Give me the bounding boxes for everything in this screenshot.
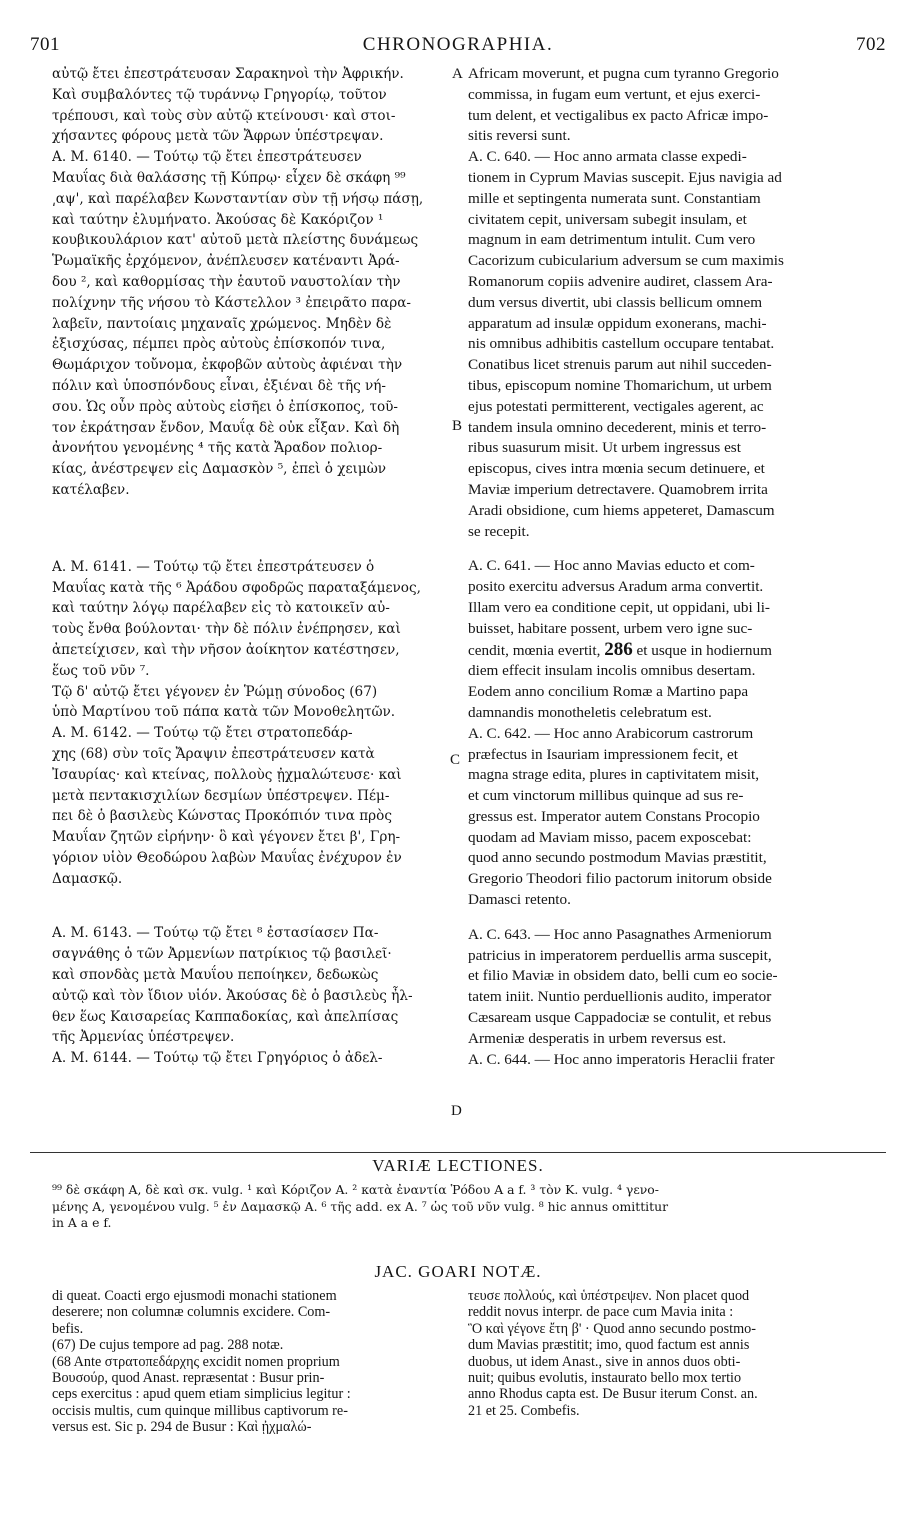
latin-line: præfectus in Isauriam impressionem fecit, et: [468, 745, 738, 763]
greek-line: Ἰσαυρίας· καὶ κτείνας, πολλοὺς ᾐχμαλώτευσε· καὶ: [52, 766, 402, 783]
latin-line: mille et septingenta numerata sunt. Constantiam: [468, 189, 761, 207]
page-number-right: 702: [856, 34, 886, 55]
latin-line: nis omnibus adhibitis castellum occupare tentabat.: [468, 335, 775, 353]
note-line: di queat. Coacti ergo ejusmodi monachi stationem: [52, 1288, 337, 1304]
latin-block-1: [468, 64, 880, 147]
note-line: Ὃ καὶ γέγονε ἔτη β' · Quod anno secundo postmo-: [468, 1320, 756, 1337]
latin-line: A. C. 643. — Hoc anno Pasagnathes Armeniorum: [468, 925, 772, 943]
greek-line: τοὺς ἔνθα βούλονται· τὴν δὲ πόλιν ἐνέπρησεν, καὶ: [52, 621, 401, 638]
greek-line: πόλιν καὶ ὑποσπόνδους εἶναι, ἐξιέναι δὲ τῆς νή-: [52, 377, 387, 394]
greek-line: τρέπουσι, καὶ τοὺς σὺν αὐτῷ κτείνουσι· καὶ στοι-: [52, 107, 396, 124]
latin-line: tum delent, et vectigalibus ex pacto Africæ impo-: [468, 106, 769, 124]
latin-line: Gregorio Theodori filio pactorum initorum obside: [468, 870, 772, 888]
greek-line: αὐτῷ ἔτει ἐπεστράτευσαν Σαρακηνοὶ τὴν Ἀφρικήν.: [52, 66, 404, 82]
latin-block-ac-641-642: [468, 556, 880, 911]
latin-line: ribus suasurum misit. Ut urbem ingressus est: [468, 439, 741, 457]
latin-line: ejus potestati permitterent, vectigales agerent, ac: [468, 397, 764, 415]
latin-line: sitis reversi sunt.: [468, 127, 571, 145]
greek-line: ἀνονήτου γενομένης ⁴ τῆς κατὰ Ἄραδον πολιορ-: [52, 440, 383, 457]
greek-line: A. M. 6142. — Τούτῳ τῷ ἔτει στρατοπεδάρ-: [52, 725, 353, 742]
latin-text: et usque in hodiernum: [636, 641, 772, 659]
latin-line: civitatem cepit, universam subegit insulam, et: [468, 210, 747, 228]
latin-line: commissa, in fugam eum vertunt, et ejus exerci-: [468, 85, 761, 103]
variant-reading-line: ⁹⁹ δὲ σκάφη A, δὲ καὶ σκ. vulg. ¹ καὶ Κόριζον A. ² κατὰ ἐναντία Ῥόδου A a f. ³ τὸν K. vulg. ⁴ γενο-: [52, 1182, 659, 1197]
latin-line: A. C. 644. — Hoc anno imperatoris Heraclii frater: [468, 1050, 775, 1068]
latin-line: se recepit.: [468, 522, 530, 540]
greek-line: ὑπὸ Μαρτίνου τοῦ πάπα κατὰ τῶν Μονοθελητῶν.: [52, 704, 396, 721]
note-line: occisis multis, cum quinque millibus captivorum re-: [52, 1402, 348, 1419]
note-line: dum Mavias præstitit; imo, quod factum est annis: [468, 1337, 750, 1354]
greek-line: ͵αψ', καὶ παρέλαβεν Κωνσταντίαν σὺν τῇ νήσῳ πάσῃ,: [52, 190, 424, 207]
latin-line: A. C. 640. — Hoc anno armata classe expedi-: [468, 148, 747, 166]
latin-line: tibus, episcopum nomine Thomarichum, ut urbem: [468, 376, 772, 394]
latin-line: Eodem anno concilium Romæ a Martino papa: [468, 683, 749, 701]
running-title: CHRONOGRAPHIA.: [362, 34, 554, 55]
latin-line-with-page-marker: [468, 640, 880, 662]
greek-line: Μαυΐας κατὰ τῆς ⁶ Ἀράδου σφοδρῶς παραταξάμενος,: [52, 579, 421, 596]
latin-line: Maviæ imperium detrectavere. Quamobrem irrita: [468, 480, 768, 498]
greek-line: καὶ σπονδὰς μετὰ Μαυΐου πεποίηκεν, δεδωκὼς: [52, 967, 379, 984]
variant-reading-line: in A a e f.: [52, 1215, 112, 1230]
greek-line: Ῥωμαϊκῆς ἐρχόμενον, ἀνέπλευσεν κατέναντι Ἀρά-: [52, 253, 400, 270]
latin-line: Romanorum copiis advenire audiret, classem Ara-: [468, 272, 773, 290]
greek-line: Θωμάριχον τοὔνομα, ἐκφοβῶν αὐτοὺς ἀφιέναι τὴν: [52, 357, 403, 374]
notes-right-column: [468, 1288, 880, 1419]
section-divider: [30, 1152, 886, 1153]
latin-text: cendit, mœnia evertit,: [468, 641, 601, 659]
variae-lectiones-title: VARIÆ LECTIONES.: [372, 1156, 544, 1175]
latin-line: et cum vinctorum millibus quinque ad sus re-: [468, 787, 744, 805]
note-line: ceps exercitus : apud quem etiam simplicius legitur :: [52, 1386, 351, 1403]
greek-line: Μαυΐαν ζητῶν εἰρήνην· ὃ καὶ γέγονεν ἔτει β', Γρη-: [52, 829, 401, 846]
latin-line: Africam moverunt, et pugna cum tyranno Gregorio: [468, 65, 779, 82]
note-line: 21 et 25. Combefis.: [468, 1402, 580, 1419]
greek-line: A. M. 6144. — Τούτῳ τῷ ἔτει Γρηγόριος ὁ ἀδελ-: [52, 1050, 383, 1067]
greek-line: Τῷ δ' αὐτῷ ἔτει γέγονεν ἐν Ῥώμῃ σύνοδος (67): [52, 683, 378, 700]
notes-left-column: [52, 1288, 452, 1436]
greek-line: χης (68) σὺν τοῖς Ἄραψιν ἐπεστράτευσεν κατὰ: [52, 745, 375, 762]
margin-letter-a: A: [452, 66, 463, 82]
latin-line: damnandis monotheletis celebratum est.: [468, 703, 712, 721]
greek-line: αὐτῷ καὶ τὸν ἴδιον υἱόν. Ἀκούσας δὲ ὁ βασιλεὺς ἦλ-: [52, 987, 413, 1004]
note-line: befis.: [52, 1320, 84, 1337]
greek-line: σαγνάθης ὁ τῶν Ἀρμενίων πατρίκιος τῷ βασιλεῖ·: [52, 946, 392, 963]
running-header: [30, 34, 886, 60]
greek-line: γόριον υἱὸν Θεοδώρου λαβὼν Μαυΐας ἐνέχυρον ἐν: [52, 849, 402, 866]
variant-reading-line: μένης A, γενομένου vulg. ⁵ ἐν Δαμασκῷ A. ⁶ τῆς add. ex A. ⁷ ὡς τοῦ νῦν vulg. ⁸ hic annus omittitur: [52, 1198, 669, 1214]
latin-line: magna strage edita, plures in captivitatem misit,: [468, 766, 760, 784]
greek-line: καὶ ταύτην ἐλυμήνατο. Ἀκούσας δὲ Κακόριζον ¹: [52, 211, 384, 228]
greek-line: ἐξισχύσας, πέμπει πρὸς αὐτοὺς ἐπίσκοπόν τινα,: [52, 336, 386, 353]
note-line: Βουσούρ, quod Anast. repræsentat : Busur prin-: [52, 1370, 325, 1387]
greek-block-am-6140: [52, 147, 452, 501]
latin-line: Illam vero ea conditione cepit, ut oppidani, ubi li-: [468, 598, 770, 616]
latin-line: apparatum ad insulæ oppidum exonerans, machi-: [468, 314, 767, 332]
note-line: nuit; quibus evolutis, instaurato bello mox tertio: [468, 1370, 742, 1387]
note-line: τευσε πολλούς, καὶ ὑπέστρεψεν. Non placet quod: [468, 1288, 750, 1304]
page-number-left: 701: [30, 34, 60, 55]
greek-line: καὶ ταύτην λόγῳ παρέλαβεν εἰς τὸ κατοικεῖν αὐ-: [52, 600, 390, 617]
latin-line: buisset, habitare possent, urbem vero igne suc-: [468, 619, 753, 637]
greek-line: πολίχνην τῆς νήσου τὸ Κάστελλον ³ ἐπειρᾶτο παρα-: [52, 294, 411, 311]
latin-line: Cacorizum cubicularium adversum se cum maximis: [468, 252, 784, 270]
latin-line: Aradi obsidione, cum hiems appeteret, Damascum: [468, 501, 775, 519]
latin-line: Armeniæ desperatis in urbem reversus est.: [468, 1029, 727, 1047]
margin-letter-d: D: [451, 1103, 462, 1119]
variae-lectiones: [52, 1182, 880, 1232]
latin-line: Cæsaream usque Cappadociæ se contulit, et rebus: [468, 1009, 772, 1027]
greek-line: A. M. 6140. — Τούτῳ τῷ ἔτει ἐπεστράτευσεν: [52, 149, 362, 166]
note-line: reddit novus interpr. de pace cum Mavia inita :: [468, 1304, 734, 1321]
latin-line: gressus est. Imperator autem Constans Procopio: [468, 807, 760, 825]
greek-line: ἕως τοῦ νῦν ⁷.: [52, 662, 150, 679]
greek-block-am-6141-6142: [52, 557, 452, 890]
latin-text-column: [468, 64, 880, 1070]
latin-block-ac-640: [468, 147, 880, 542]
greek-line: A. M. 6143. — Τούτῳ τῷ ἔτει ⁸ ἐστασίασεν Πα-: [52, 925, 379, 942]
greek-line: λαβεῖν, παντοίαις μηχαναῖς χρώμενος. Μηδὲν δὲ: [52, 315, 392, 332]
greek-line: Καὶ συμβαλόντες τῷ τυράννῳ Γρηγορίῳ, τοῦτον: [52, 86, 387, 103]
greek-line: ἀπετείχισεν, καὶ τὴν νῆσον ἀοίκητον κατέστησεν,: [52, 641, 400, 658]
greek-line: θεν ἕως Καισαρείας Καππαδοκίας, καὶ ἀπελπίσας: [52, 1008, 399, 1025]
latin-line: Damasci retento.: [468, 891, 571, 909]
note-line: (67) De cujus tempore ad pag. 288 notæ.: [52, 1337, 284, 1354]
latin-line: tionem in Cyprum Mavias suscepit. Ejus navigia ad: [468, 168, 782, 186]
greek-line: πει δὲ ὁ βασιλεὺς Κώνστας Προκόπιόν τινα πρὸς: [52, 808, 392, 825]
greek-block-am-6143-6144: [52, 923, 452, 1069]
latin-line: patricius in imperatorem perduellis arma suscepit,: [468, 946, 772, 964]
greek-line: Μαυΐας διὰ θαλάσσης τῇ Κύπρῳ· εἶχεν δὲ σκάφη ⁹⁹: [52, 169, 406, 186]
greek-line: κατέλαβεν.: [52, 481, 130, 498]
greek-line: μετὰ πεντακισχιλίων δεσμίων ὑπέστρεψεν. Πέμ-: [52, 787, 390, 804]
latin-line: quod anno secundo postmodum Mavias præstitit,: [468, 849, 767, 867]
greek-line: σου. Ὡς οὖν πρὸς αὐτοὺς εἰσῆει ὁ ἐπίσκοπος, τοῦ-: [52, 398, 399, 415]
note-line: versus est. Sic p. 294 de Busur : Καὶ ᾐχμαλώ-: [52, 1419, 312, 1436]
notes-title: JAC. GOARI NOTÆ.: [374, 1262, 542, 1281]
latin-line: posito exercitu adversus Aradum arma convertit.: [468, 578, 764, 596]
page-marker: 286: [604, 639, 633, 660]
latin-block-ac-643-644: [468, 925, 880, 1071]
greek-line: Δαμασκῷ.: [52, 870, 123, 887]
margin-letter-b: B: [452, 418, 463, 434]
greek-block-1: [52, 64, 452, 147]
note-line: duobus, ut idem Anast., sive in annos duos obti-: [468, 1353, 741, 1370]
latin-line: diem effecit insulam incolis omnibus desertam.: [468, 662, 756, 680]
note-line: anno Rhodus capta est. De Busur iterum Const. an.: [468, 1386, 758, 1403]
latin-line: A. C. 642. — Hoc anno Arabicorum castrorum: [468, 724, 754, 742]
latin-line: tatem iniit. Nuntio perduellionis audito, imperator: [468, 988, 772, 1006]
greek-line: A. M. 6141. — Τούτῳ τῷ ἔτει ἐπεστράτευσεν ὁ: [52, 558, 375, 575]
latin-line: A. C. 641. — Hoc anno Mavias educto et com-: [468, 557, 755, 575]
latin-line: Conatibus licet strenuis parum aut nihil succeden-: [468, 356, 772, 374]
latin-line: tandem insula omnino decederent, minis et terro-: [468, 418, 767, 436]
latin-line: quodam ad Maviam misso, pacem exposcebat:: [468, 828, 752, 846]
greek-line: τον ἐκράτησαν ἔνδον, Μαυΐᾳ δὲ οὐκ εἶξαν. Καὶ δὴ: [52, 419, 400, 436]
latin-line: magnum in eam detrimentum intulit. Cum vero: [468, 231, 756, 249]
greek-text-column: [52, 64, 452, 1069]
latin-line: et filio Maviæ in obsidem dato, belli cum eo socie-: [468, 967, 778, 985]
latin-line: episcopus, cives intra mœnia secum detinuere, et: [468, 460, 765, 478]
greek-line: χήσαντες φόρους μετὰ τῶν Ἄφρων ὑπέστρεψαν.: [52, 128, 384, 145]
greek-line: τῆς Ἀρμενίας ὑπέστρεψεν.: [52, 1029, 235, 1046]
note-line: (68 Ante στρατοπεδάρχης excidit nomen proprium: [52, 1353, 340, 1370]
latin-line: dum versus divertit, ubi classis bellicum omnem: [468, 293, 763, 311]
greek-line: δου ², καὶ καθορμίσας τὴν ἑαυτοῦ ναυστολίαν τὴν: [52, 273, 401, 290]
greek-line: κίας, ἀνέστρεψεν εἰς Δαμασκὸν ⁵, ἐπεὶ ὁ χειμὼν: [52, 461, 387, 478]
note-line: deserere; non columnæ columnis excidere. Com-: [52, 1304, 331, 1321]
greek-line: κουβικουλάριον κατ' αὐτοῦ μετὰ πλείστης δυνάμεως: [52, 232, 419, 249]
margin-letter-c: C: [450, 752, 461, 768]
